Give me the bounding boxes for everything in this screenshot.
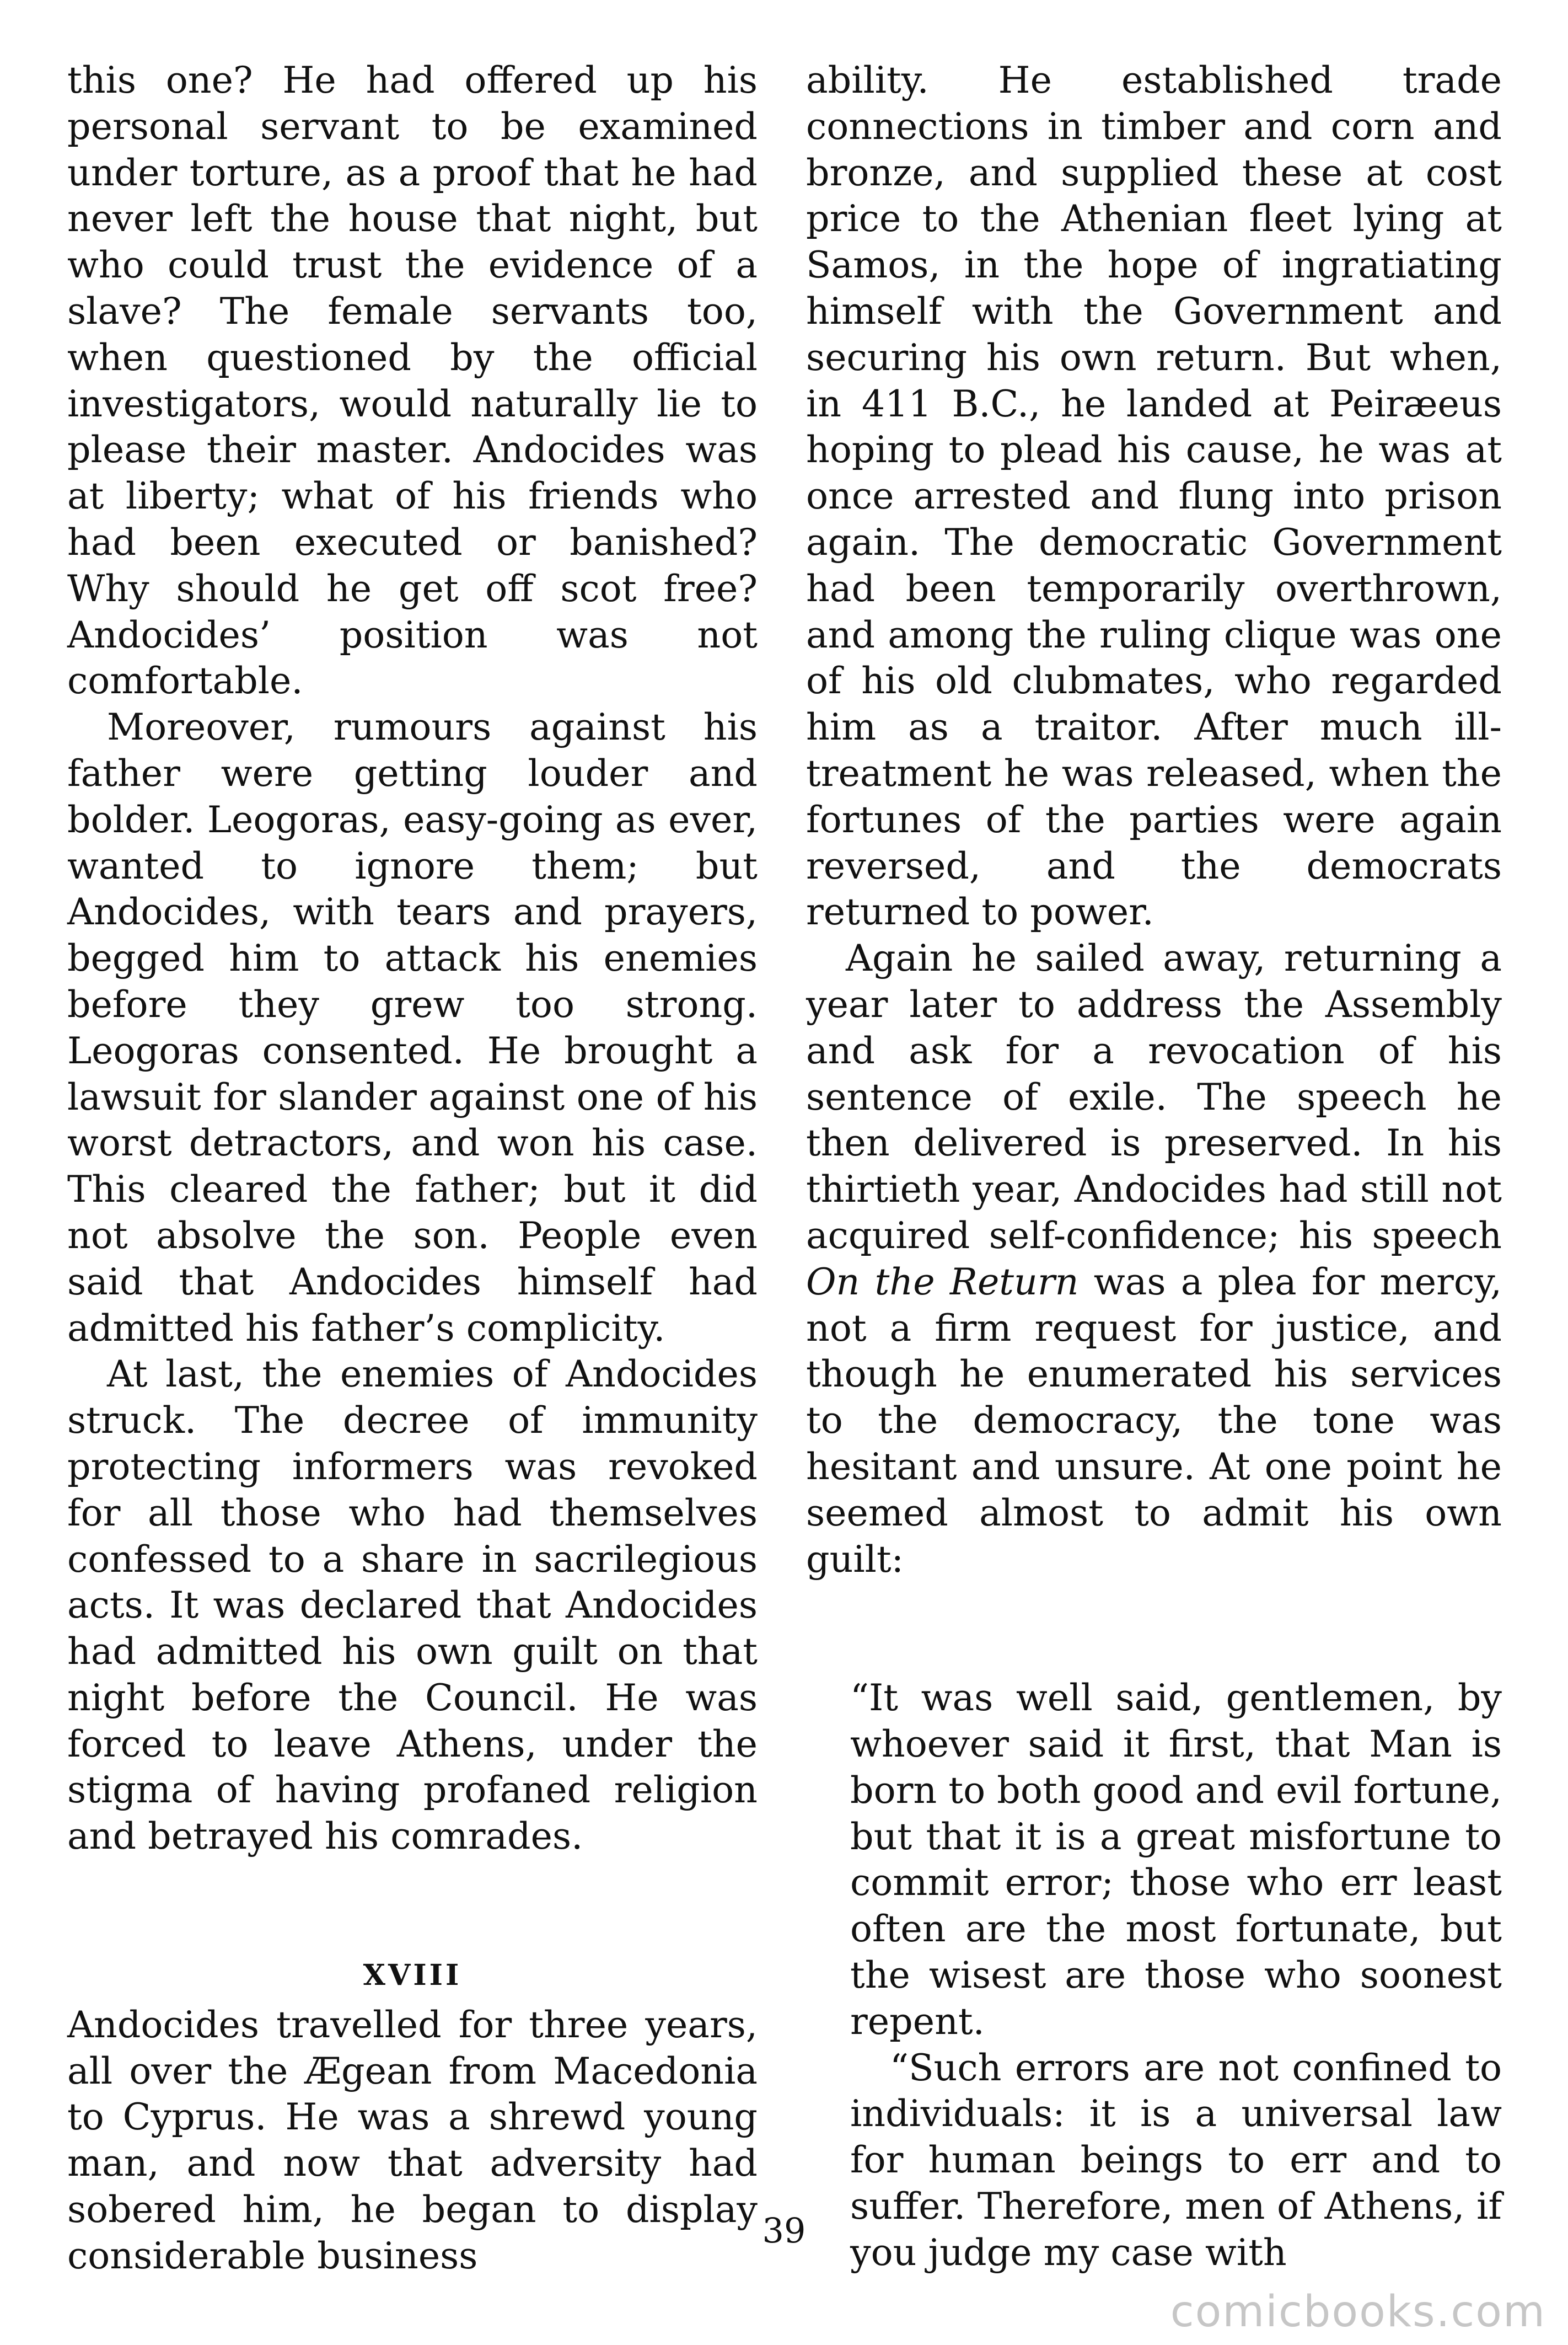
quote-spacer: [806, 1582, 1502, 1675]
speech-title: On the Return: [806, 1260, 1079, 1303]
paragraph: Andocides travelled for three years, all over the Ægean from Macedonia to Cyprus. He was a shrewd young man, and now that adversity had sobered him, he began to display considerable business: [67, 2003, 758, 2277]
watermark: comicbooks.com: [1170, 2287, 1546, 2337]
quote-paragraph: “It was well said, gentlemen, by whoever said it first, that Man is born to both good and evil fortune, but that it is a great misfortune to commit error; those who err least often are the most fortunate, but the wisest are those who soonest repent.: [850, 1676, 1502, 2043]
paragraph: this one? He had offered up his personal servant to be examined under torture, as a proof that he had never left the house that night, but who could trust the evidence of a slave? The female servants too, when questioned by the official investigators, would naturally lie to please their master. Andocides was at liberty; what of his friends who had been executed or banished? Why should he get off scot free? Andocides’ position was not comfortable.: [67, 58, 758, 703]
quote-paragraph: “Such errors are not confined to individuals: it is a universal law for human beings to err and to suffer. Therefore, men of Athens, if you judge my case with: [850, 2046, 1502, 2274]
section-heading: XVIII: [363, 1958, 462, 1993]
left-column: [67, 57, 758, 2279]
block-quote: [850, 1675, 1502, 2276]
paragraph: At last, the enemies of Andocides struck. The decree of immunity protecting informers was revoked for all those who had themselves confessed to a share in sacrilegious acts. It was declared that Andocides had admitted his own guilt on that night before the Council. He was forced to leave Athens, under the stigma of having profaned religion and betrayed his comrades.: [67, 1352, 758, 1858]
paragraph: [806, 935, 1502, 1582]
page-number: 39: [762, 2210, 806, 2251]
right-column: [806, 57, 1502, 2276]
paragraph-text: Again he sailed away, returning a year later to address the Assembly and ask for a revocation of his sentence of exile. The speech he then delivered is preserved. In his thirtieth year, Andocides had still not acquired self-confidence; his speech: [806, 936, 1502, 1257]
paragraph-text: was a plea for mercy, not a firm request for justice, and though he enumerated his services to the democracy, the tone was hesitant and unsure. At one point he seemed almost to admit his own guilt:: [806, 1260, 1502, 1581]
paragraph: ability. He established trade connections in timber and corn and bronze, and supplied these at cost price to the Athenian fleet lying at Samos, in the hope of ingratiating himself with the Government and securing his own return. But when, in 411 B.C., he landed at Peiræeus hoping to plead his cause, he was at once arrested and flung into prison again. The democratic Government had been temporarily overthrown, and among the ruling clique was one of his old clubmates, who regarded him as a traitor. After much ill-treatment he was released, when the fortunes of the parties were again reversed, and the democrats returned to power.: [806, 58, 1502, 934]
paragraph: Moreover, rumours against his father were getting louder and bolder. Leogoras, easy-going as ever, wanted to ignore them; but Andocides, with tears and prayers, begged him to attack his enemies before they grew too strong. Leogoras consented. He brought a lawsuit for slander against one of his worst detractors, and won his case. This cleared the father; but it did not absolve the son. People even said that Andocides himself had admitted his father’s complicity.: [67, 705, 758, 1350]
section-spacer: [67, 1860, 758, 1952]
